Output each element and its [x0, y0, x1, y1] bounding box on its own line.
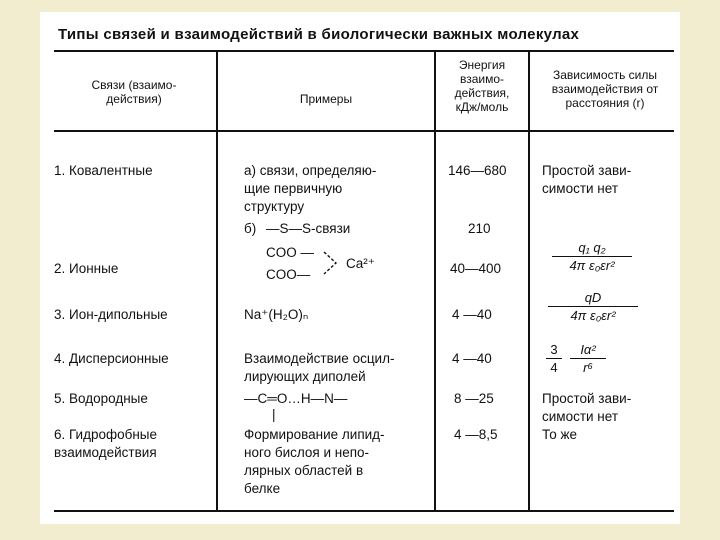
- row-3-name: 3. Ион-дипольные: [54, 307, 168, 322]
- row-2-example-line1: COO —: [266, 245, 315, 260]
- row-4-energy: 4 —40: [452, 351, 492, 366]
- row-1-dependence: Простой зави- симости нет: [542, 163, 632, 196]
- row-1-name: 1. Ковалентные: [54, 163, 153, 178]
- column-divider-2: [434, 52, 436, 510]
- bracket-arrow-icon: [322, 250, 348, 276]
- row-5-name: 5. Водородные: [54, 391, 148, 406]
- scanned-table-page: [40, 12, 680, 524]
- header-energy: Энергия взаимо- действия, кДж/моль: [454, 58, 510, 114]
- row-4-coefficient: [546, 342, 562, 376]
- row-4-name: 4. Дисперсионные: [54, 351, 169, 366]
- table-title: Типы связей и взаимодействий в биологически важных молекулах: [58, 26, 580, 43]
- row-3-dependence-formula: [548, 290, 638, 324]
- row-6-example: Формирование липид- ного бислоя и непо- лярных областей в белке: [244, 427, 385, 496]
- row-1-energy-a: 146—680: [448, 163, 507, 178]
- row-3-formula-denominator: 4π ε₀εr²: [548, 306, 638, 324]
- row-4-coefficient-denominator: 4: [546, 358, 562, 376]
- row-4-dependence-formula: [570, 342, 606, 376]
- row-2-name: 2. Ионные: [54, 261, 119, 276]
- row-2-energy: 40—400: [450, 261, 502, 276]
- bottom-rule: [54, 510, 674, 512]
- row-3-energy: 4 —40: [452, 307, 492, 322]
- row-5-dependence: Простой зави- симости нет: [542, 391, 632, 424]
- row-4-example: Взаимодействие осцил- лирующих диполей: [244, 351, 395, 384]
- row-5-energy: 8 —25: [454, 391, 494, 406]
- row-5-example: —C═O…H—N—: [244, 391, 348, 406]
- header-bonds: Связи (взаимо- действия): [91, 78, 177, 106]
- row-4-formula-numerator: Iα²: [580, 342, 596, 357]
- top-rule: [54, 50, 674, 52]
- row-6-energy: 4 —8,5: [454, 427, 498, 442]
- row-1-example-a: а) связи, определяю- щие первичную структуру: [244, 163, 377, 214]
- column-divider-1: [216, 52, 218, 510]
- row-3-formula-numerator: qD: [584, 290, 602, 305]
- row-2-formula-numerator: q₁ q₂: [578, 240, 606, 255]
- row-3-example: Na⁺(H₂O)ₙ: [244, 307, 309, 322]
- row-2-example-line2: COO—: [266, 267, 311, 282]
- row-2-dependence-formula: [552, 240, 632, 274]
- row-6-name: 6. Гидрофобные взаимодействия: [54, 427, 158, 460]
- row-2-example-ion: Ca²⁺: [346, 256, 375, 271]
- header-rule: [54, 130, 674, 132]
- row-1-example-b: —S—S-связи: [266, 221, 351, 236]
- column-divider-3: [528, 52, 530, 510]
- row-5-example-bond-bar: |: [272, 407, 276, 422]
- row-2-formula-denominator: 4π ε₀εr²: [552, 256, 632, 274]
- header-examples: Примеры: [299, 92, 353, 106]
- row-6-dependence: То же: [542, 427, 577, 442]
- row-1-energy-b: 210: [468, 221, 491, 236]
- row-1-example-b-marker: б): [244, 221, 257, 236]
- row-4-coefficient-numerator: 3: [550, 342, 558, 357]
- row-4-formula-denominator: r⁶: [570, 358, 606, 376]
- header-dependence: Зависимость силы взаимодействия от расстояния (r): [551, 68, 659, 110]
